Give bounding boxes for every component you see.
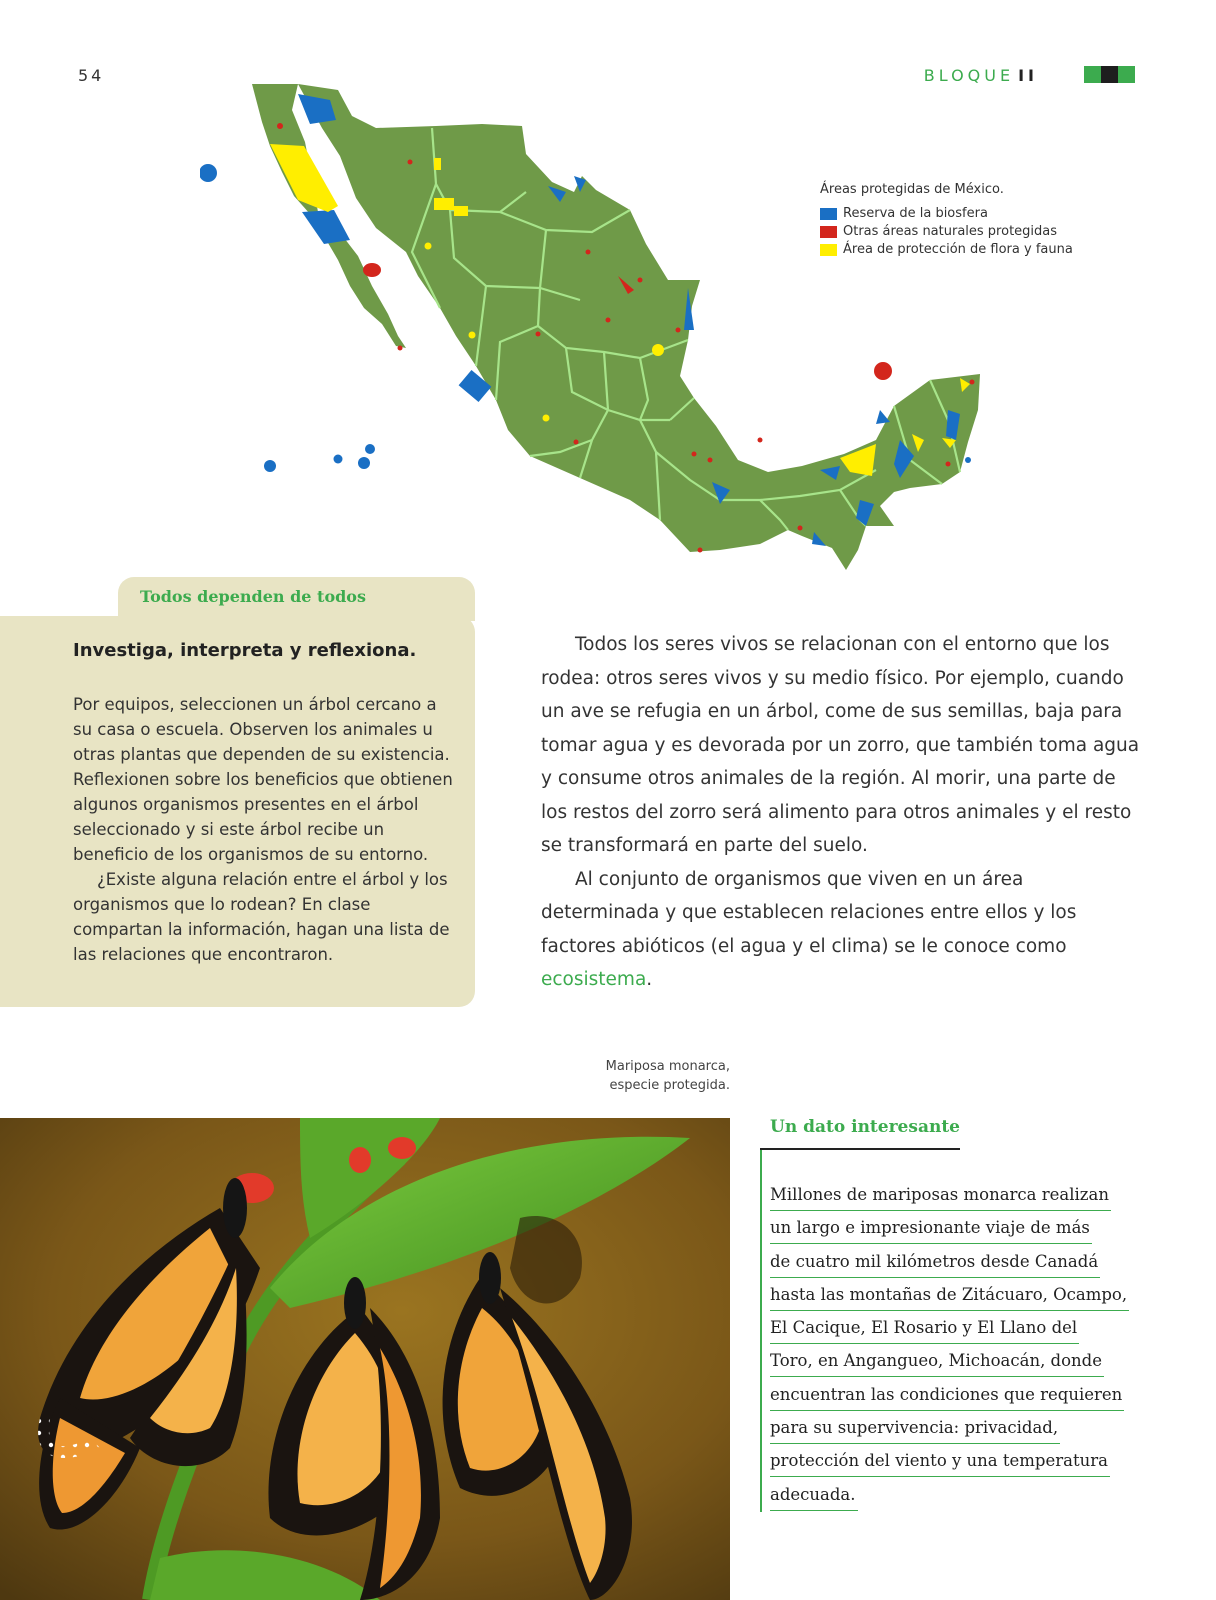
- glossary-keyword: ecosistema: [541, 969, 647, 990]
- body-paragraph: Todos los seres vivos se relacionan con el entorno que los rodea: otros seres vivos y su medio físico. Por ejemplo, cuando un ave se refugia en un árbol, come de sus semillas, baja para tomar agua y es devorada por un zorro, que también toma agua y consume otros animales de la región. Al morir, una parte de los restos del zorro será alimento para otros animales y el resto se transformará en parte del suelo.: [541, 634, 1140, 856]
- red-flower-bud: [388, 1137, 416, 1159]
- other-protected-area: [692, 452, 697, 457]
- legend-swatch: [820, 208, 837, 220]
- body-paragraph-text: Al conjunto de organismos que viven en un área determinada y que establecen relaciones entre ellos y los factores abióticos (el agua y el clima) se le conoce como: [541, 868, 1077, 957]
- biosphere-reserve-area: [876, 410, 890, 424]
- activity-text: [73, 692, 453, 967]
- map-legend: [820, 182, 1073, 260]
- butterfly-body: [223, 1178, 247, 1238]
- fact-line-text: protección del viento y una temperatura: [770, 1446, 1110, 1477]
- flora-fauna-area: [434, 158, 441, 170]
- body-paragraph-end: .: [646, 969, 653, 990]
- fact-line-text: hasta las montañas de Zitácuaro, Ocampo,: [770, 1280, 1129, 1311]
- fact-line-text: un largo e impresionante viaje de más: [770, 1213, 1092, 1244]
- other-protected-area: [758, 438, 763, 443]
- biosphere-island: [365, 444, 375, 454]
- fact-line-text: Millones de mariposas monarca realizan: [770, 1180, 1111, 1211]
- bloque-word: BLOQUE: [923, 66, 1015, 85]
- body-paragraph: [541, 863, 1141, 997]
- fact-line: [770, 1380, 1140, 1413]
- other-protected-area: [398, 346, 403, 351]
- main-body-text: [541, 628, 1141, 997]
- other-protected-area: [946, 462, 951, 467]
- fact-line: [770, 1180, 1140, 1213]
- legend-label: Reserva de la biosfera: [843, 206, 988, 221]
- fact-box-title: Un dato interesante: [770, 1117, 960, 1137]
- fact-line-text: adecuada.: [770, 1480, 858, 1511]
- map-land: [252, 84, 980, 570]
- other-protected-area: [798, 526, 803, 531]
- flora-fauna-area: [469, 332, 476, 339]
- header-square-1: [1084, 66, 1101, 83]
- other-protected-area: [970, 380, 975, 385]
- legend-item-other-areas: [820, 224, 1073, 239]
- fact-box-text: [770, 1180, 1140, 1513]
- other-protected-area: [277, 123, 283, 129]
- biosphere-island: [965, 457, 971, 463]
- flora-fauna-area: [454, 206, 468, 216]
- monarch-butterflies-photo: [0, 1118, 730, 1600]
- fact-box-left-line: [760, 1150, 762, 1512]
- fact-line: [770, 1446, 1140, 1479]
- fact-line-text: para su supervivencia: privacidad,: [770, 1413, 1060, 1444]
- mexico-protected-areas-map: [200, 80, 1000, 590]
- page-number: 54: [78, 66, 105, 85]
- butterfly-body: [479, 1252, 501, 1304]
- bloque-number: II: [1018, 66, 1038, 85]
- legend-item-flora-fauna: [820, 242, 1073, 257]
- legend-swatch: [820, 226, 837, 238]
- map-legend-title: Áreas protegidas de México.: [820, 182, 1004, 197]
- other-protected-area: [708, 458, 713, 463]
- biosphere-island: [264, 460, 276, 472]
- red-flower-bud: [349, 1147, 371, 1173]
- other-protected-area: [408, 160, 413, 165]
- biosphere-reserve-area: [302, 210, 350, 244]
- legend-label: Otras áreas naturales protegidas: [843, 224, 1058, 239]
- fact-line-text: encuentran las condiciones que requieren: [770, 1380, 1124, 1411]
- fact-line-text: de cuatro mil kilómetros desde Canadá: [770, 1247, 1100, 1278]
- header-square-2: [1101, 66, 1118, 83]
- other-protected-area: [874, 362, 892, 380]
- fact-line-text: El Cacique, El Rosario y El Llano del: [770, 1313, 1079, 1344]
- flora-fauna-area: [652, 344, 664, 356]
- fact-line: [770, 1313, 1140, 1346]
- fact-line: [770, 1247, 1140, 1280]
- other-protected-area: [638, 278, 643, 283]
- other-protected-area: [676, 328, 681, 333]
- flora-fauna-area: [270, 144, 338, 212]
- mainland-shape: [298, 84, 980, 570]
- caption-line: Mariposa monarca,: [605, 1059, 730, 1074]
- other-protected-area: [606, 318, 611, 323]
- fact-line: [770, 1413, 1140, 1446]
- fact-line-text: Toro, en Angangueo, Michoacán, donde: [770, 1346, 1104, 1377]
- legend-label: Área de protección de flora y fauna: [843, 242, 1073, 257]
- other-protected-area: [363, 263, 381, 277]
- photo-caption: [540, 1057, 730, 1095]
- biosphere-island: [334, 455, 343, 464]
- legend-item-biosphere: [820, 206, 1073, 221]
- fact-box-rule: [760, 1148, 960, 1150]
- fact-line: [770, 1213, 1140, 1246]
- header-square-3: [1118, 66, 1135, 83]
- butterfly-body: [344, 1277, 366, 1329]
- other-protected-area: [536, 332, 541, 337]
- biosphere-island: [200, 164, 217, 182]
- other-protected-area: [698, 548, 703, 553]
- biosphere-island: [358, 457, 370, 469]
- flora-fauna-area: [425, 243, 432, 250]
- fact-line: [770, 1346, 1140, 1379]
- activity-paragraph: Por equipos, seleccionen un árbol cercano a su casa o escuela. Observen los animales u otras plantas que dependen de su existencia. Reflexionen sobre los beneficios que obtienen algunos organismos presentes en el árbol seleccionado y si este árbol recibe un beneficio de los organismos de su entorno.: [73, 695, 453, 864]
- activity-paragraph: ¿Existe alguna relación entre el árbol y los organismos que lo rodean? En clase compartan la información, hagan una lista de las relaciones que encontraron.: [73, 870, 450, 964]
- activity-box-title: Todos dependen de todos: [140, 587, 366, 606]
- flora-fauna-area: [434, 198, 454, 210]
- caption-line: especie protegida.: [609, 1078, 730, 1093]
- fact-line: [770, 1280, 1140, 1313]
- header-squares: [1084, 66, 1135, 83]
- legend-swatch: [820, 244, 837, 256]
- other-protected-area: [574, 440, 579, 445]
- other-protected-area: [586, 250, 591, 255]
- flora-fauna-area: [543, 415, 550, 422]
- activity-heading: Investiga, interpreta y reflexiona.: [73, 640, 417, 661]
- fact-line: [770, 1480, 1140, 1513]
